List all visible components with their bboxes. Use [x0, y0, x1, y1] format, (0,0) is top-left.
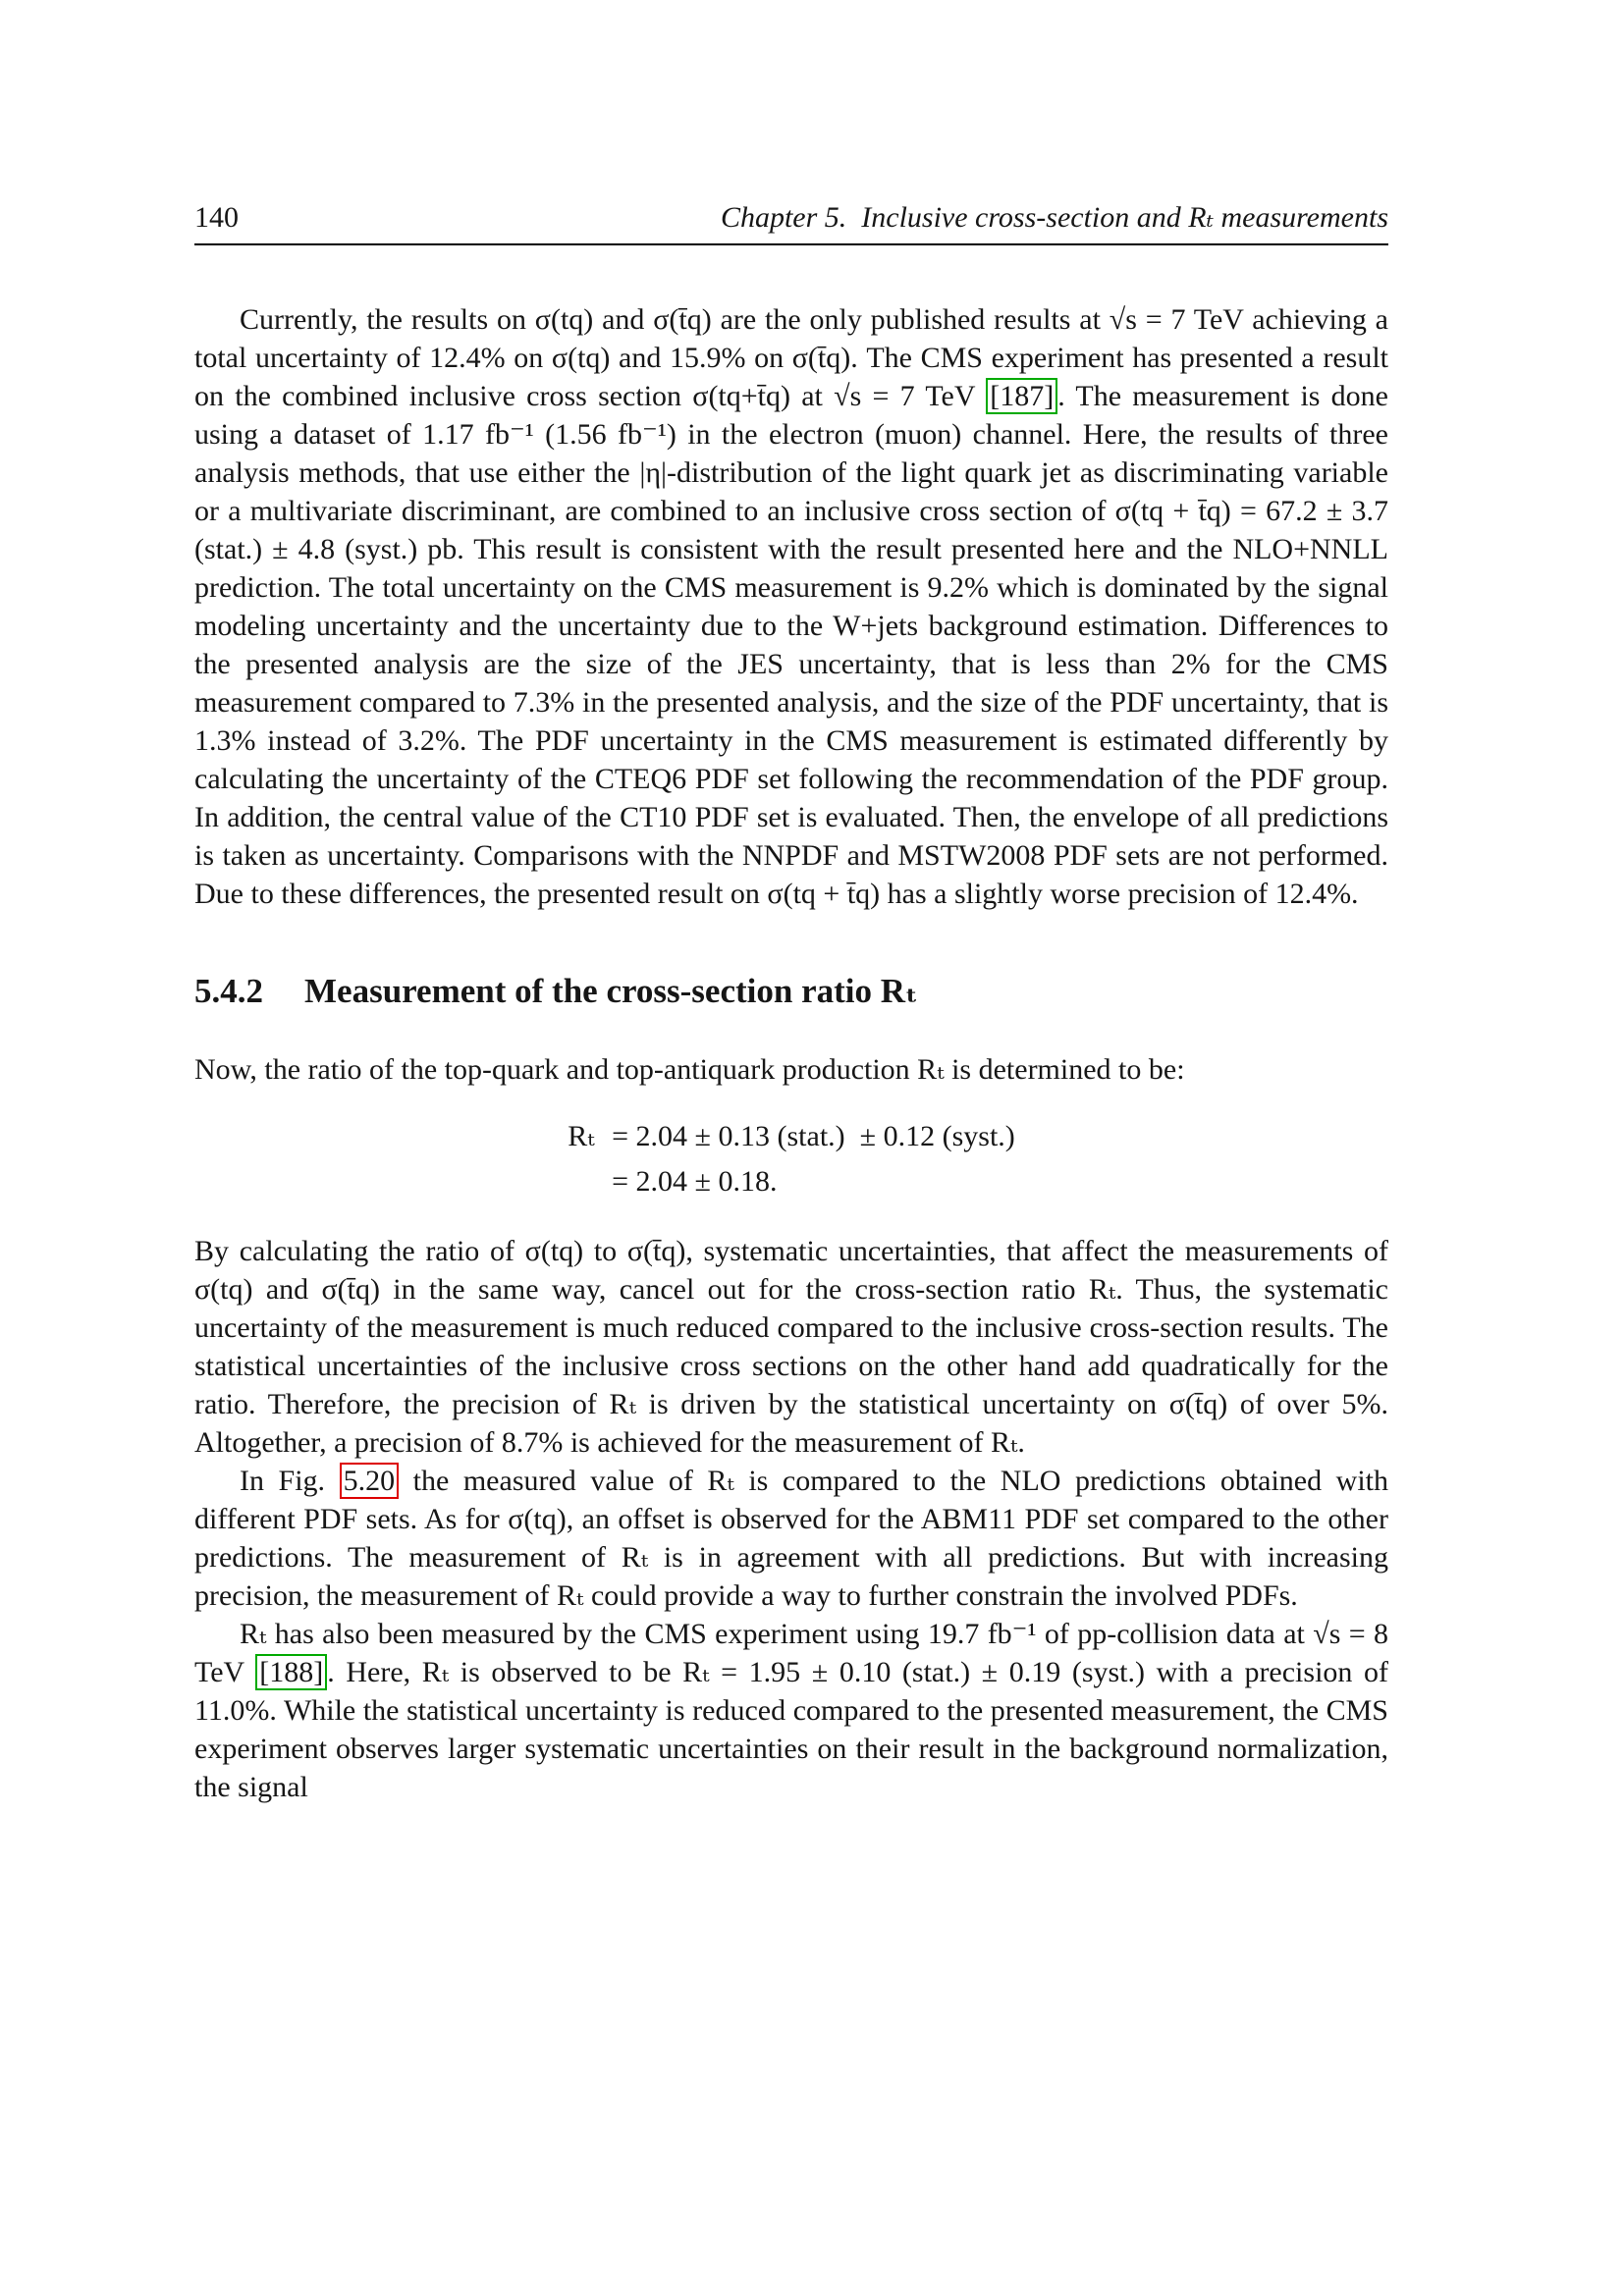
paragraph-text: Rₜ has also been measured by the CMS experiment using 19.7 fb⁻¹ of pp-collision data at √s = 8 TeV	[194, 1618, 1388, 1688]
text-column	[194, 201, 1388, 1806]
page-header	[194, 201, 1388, 235]
section-number: 5.4.2	[194, 972, 263, 1010]
paragraph-text: the measured value of Rₜ is compared to the NLO predictions obtained with different PDF sets. As for σ(tq), an offset is observed for the ABM11 PDF set compared to the other predictions. The measurement of Rₜ is in agreement with all predictions. But with increasing precision, the measurement of Rₜ could provide a way to further constrain the involved PDFs.	[194, 1465, 1388, 1612]
equation-rt-result	[194, 1114, 1388, 1204]
paragraph-figure-comparison	[194, 1462, 1388, 1615]
equation-lhs-spacer	[568, 1159, 602, 1204]
page-number: 140	[194, 201, 239, 234]
paragraph-cms-comparison	[194, 300, 1388, 913]
paragraph-text: In Fig.	[240, 1465, 340, 1497]
paragraph-cms-rt-measurement	[194, 1615, 1388, 1806]
section-heading	[194, 972, 1388, 1011]
header-rule	[194, 243, 1388, 245]
paragraph-ratio-intro: Now, the ratio of the top-quark and top-antiquark production Rₜ is determined to be:	[194, 1053, 1185, 1086]
paragraph-ratio-discussion: By calculating the ratio of σ(tq) to σ(t̄q), systematic uncertainties, that affect the measurements of σ(tq) and σ(t̄q) in the same way, cancel out for the cross-section ratio Rₜ. Thus, the systematic uncertainty of the measurement is much reduced compared to the inclusive cross-section results. The statistical uncertainties of the inclusive cross sections on the other hand add quadratically for the ratio. Therefore, the precision of Rₜ is driven by the statistical uncertainty on σ(t̄q) of over 5%. Altogether, a precision of 8.7% is achieved for the measurement of Rₜ.	[194, 1235, 1388, 1459]
paragraph-text: . The measurement is done using a dataset of 1.17 fb⁻¹ (1.56 fb⁻¹) in the electron (muon) channel. Here, the results of three analysis methods, that use either the |η|-distribution of the light quark jet as discriminating variable or a multivariate discriminant, are combined to an inclusive cross section of σ(tq + t̄q) = 67.2 ± 3.7 (stat.) ± 4.8 (syst.) pb. This result is consistent with the result presented here and the NLO+NNLL prediction. The total uncertainty on the CMS measurement is 9.2% which is dominated by the signal modeling uncertainty and the uncertainty due to the W+jets background estimation. Differences to the presented analysis are the size of the JES uncertainty, that is less than 2% for the CMS measurement compared to 7.3% in the presented analysis, and the size of the PDF uncertainty, that is 1.3% instead of 3.2%. The PDF uncertainty in the CMS measurement is estimated differently by calculating the uncertainty of the CTEQ6 PDF set following the recommendation of the PDF group. In addition, the central value of the CT10 PDF set is evaluated. Then, the envelope of all predictions is taken as uncertainty. Comparisons with the NNPDF and MSTW2008 PDF sets are not performed. Due to these differences, the presented result on σ(tq + t̄q) has a slightly worse precision of 12.4%.	[194, 380, 1388, 910]
citation-ref-187[interactable]: [187]	[986, 378, 1057, 414]
equation-line2: = 2.04 ± 0.18.	[612, 1165, 778, 1198]
paragraph-text: . Here, Rₜ is observed to be Rₜ = 1.95 ± 0.10 (stat.) ± 0.19 (syst.) with a precision of 11.0%. While the statistical uncertainty is reduced compared to the presented measurement, the CMS experiment observes larger systematic uncertainties on their result in the background normalization, the signal	[194, 1656, 1388, 1803]
section-title: Measurement of the cross-section ratio Rₜ	[304, 972, 918, 1010]
page-body	[194, 300, 1388, 1806]
equation-line1: = 2.04 ± 0.13 (stat.) ± 0.12 (syst.)	[612, 1120, 1015, 1152]
paragraph-text: Currently, the results on σ(tq) and σ(t̄q) are the only published results at √s = 7 TeV achieving a total uncertainty of 12.4% on σ(tq) and 15.9% on σ(t̄q). The CMS experiment has presented a result on the combined inclusive cross section σ(tq+t̄q) at √s = 7 TeV	[194, 303, 1388, 412]
figure-ref-5-20[interactable]: 5.20	[340, 1463, 400, 1499]
citation-ref-188[interactable]: [188]	[255, 1654, 327, 1690]
running-title: Chapter 5. Inclusive cross-section and Rₜ measurements	[720, 201, 1388, 234]
equation-lhs: Rₜ	[568, 1120, 603, 1152]
equation-grid	[568, 1114, 1015, 1204]
